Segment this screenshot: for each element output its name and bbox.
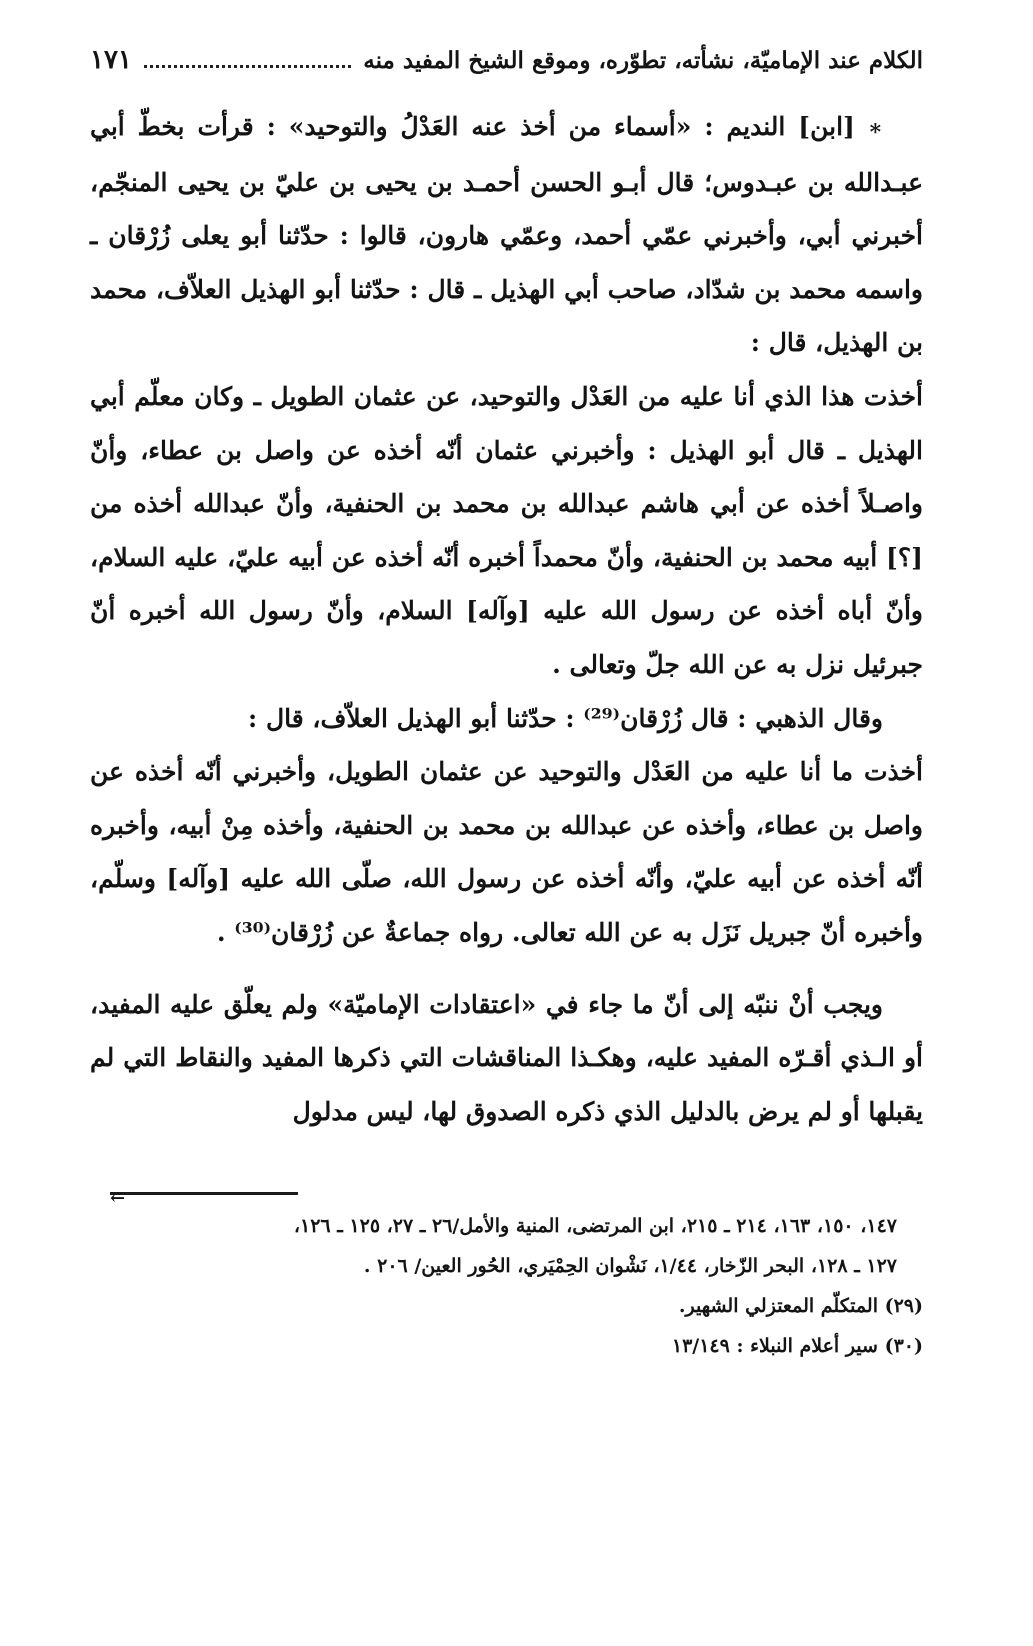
- asterisk-marker: ∗: [867, 115, 883, 141]
- footnote-continuation-line: ١٤٧، ١٥٠، ١٦٣، ٢١٤ ـ ٢١٥، ابن المرتضى، المنية والأمل/٢٦ ـ ٢٧، ١٢٥ ـ ١٢٦،: [293, 1215, 897, 1237]
- paragraph-ibn-nadim: [90, 100, 923, 370]
- header-leader-dots: [144, 65, 351, 68]
- page-number: ١٧١: [90, 45, 132, 75]
- footnote-rule: [110, 1192, 298, 1195]
- paragraph-quote-1: أخذت هذا الذي أنا عليه من العَدْل والتوحيد، عن عثمان الطويل ـ وكان معلّم أبي الهذيل ـ قال أبو الهذيل : وأخبرني عثمان أنّه أخذه عن واصل بن عطاء، وأنّ واصـلاً أخذه عن أبي هاشم عبدالله بن محمد بن الحنفية، وأنّ عبدالله أخذه من [؟] أبيه محمد بن الحنفية، وأنّ محمداً أخبره أنّه أخذه عن أبيه عليّ، عليه السلام، وأنّ أباه أخذه عن رسول الله عليه [وآله] السلام، وأنّ رسول الله أخبره أنّ جبرئيل نزل به عن الله جلّ وتعالى .: [90, 381, 923, 679]
- paragraph-dhahabi: وقال الذهبي : قال زُرْقان⁽²⁹⁾ : حدّثنا أبو الهذيل العلاّف، قال :: [248, 703, 883, 733]
- paragraph-quote-2: أخذت ما أنا عليه من العَدْل والتوحيد عن عثمان الطويل، وأخبرني أنّه أخذه عن واصل بن عطاء، وأخذه عن عبدالله بن محمد بن الحنفية، وأخذه مِنْ أبيه، وأخبره أنّه أخذه عن أبيه عليّ، وأنّه أخذه عن رسول الله، صلّى الله عليه [وآله] وسلّم، وأخبره أنّ جبريل نَزَل به عن الله تعالى. رواه جماعةٌ عن زُرْقان⁽³⁰⁾ .: [90, 757, 923, 947]
- continuation-arrow-icon: ←: [110, 1188, 126, 1209]
- footnote-continuation-line: ١٢٧ ـ ١٢٨، البحر الزّخار، ١/٤٤، نَشْوان الحِمْيَري، الحُور العين/ ٢٠٦ .: [363, 1255, 897, 1277]
- paragraph-conclusion: ويجب أنْ ننبّه إلى أنّ ما جاء في «اعتقادات الإماميّة» ولم يعلّق عليه المفيد، أو الـذي أقـرّه المفيد عليه، وهكـذا المناقشات التي ذكرها المفيد والنقاط التي لم يقبلها أو لم يرض بالدليل الذي ذكره الصدوق لها، ليس مدلول: [90, 989, 923, 1126]
- paragraph-text: [ابن] النديم : «أسماء من أخذ عنه العَدْلُ والتوحيد» : قرأت بخطّ أبي عبـدالله بن عبـدوس؛ قال أبـو الحسن أحمـد بن يحيى بن عليّ بن يحيى المنجّم، أخبرني أبي، وأخبرني عمّي أحمد، وعمّي هارون، قالوا : حدّثنا أبو يعلى زُرْقان ـ واسمه محمد بن شدّاد، صاحب أبي الهذيل ـ قال : حدّثنا أبو الهذيل العلاّف، محمد بن الهذيل، قال :: [90, 112, 923, 358]
- footnotes: [90, 1206, 923, 1366]
- footnote-29: (٢٩) المتكلّم المعتزلي الشهير.: [678, 1295, 923, 1317]
- main-text: [90, 100, 923, 1138]
- footnote-30: (٣٠) سير أعلام النبلاء : ١٣/١٤٩: [671, 1335, 923, 1357]
- running-header: [90, 40, 923, 80]
- header-title: الكلام عند الإماميّة، نشأته، تطوّره، وموقع الشيخ المفيد منه: [363, 46, 923, 74]
